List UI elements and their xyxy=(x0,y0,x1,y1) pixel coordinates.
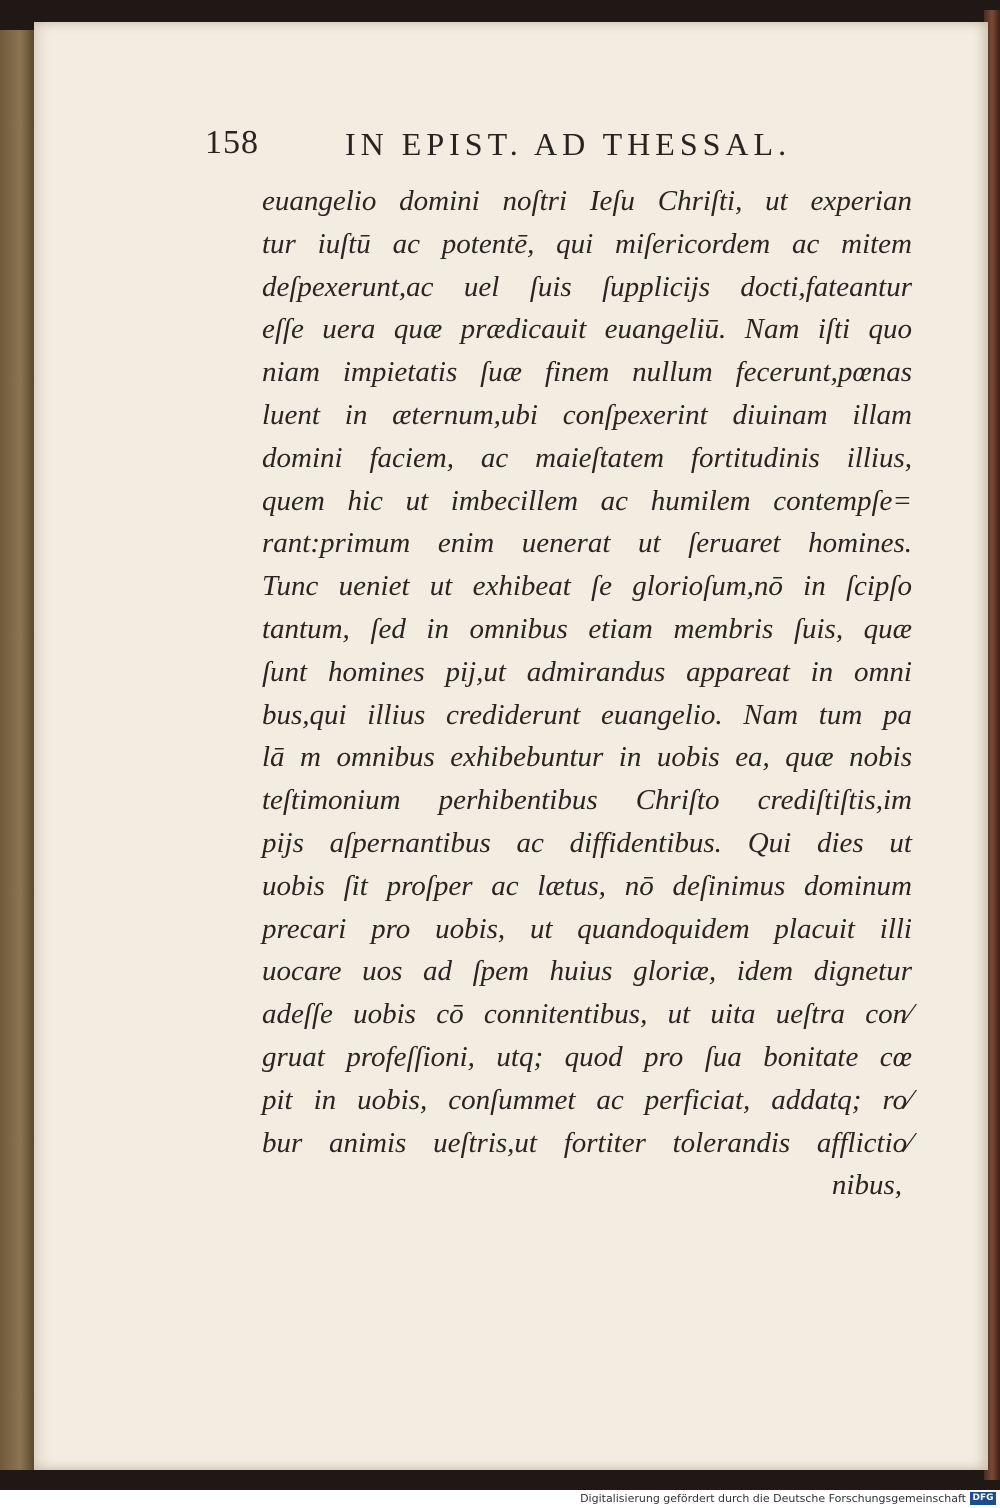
text-line: teſtimonium perhibentibus Chriſto crediſtiſtis,im xyxy=(262,784,912,817)
catchword: nibus, xyxy=(831,1169,902,1202)
page-header xyxy=(205,124,925,168)
dfg-logo: DFG xyxy=(970,1492,996,1505)
text-block xyxy=(262,180,912,1207)
text-line: bus,qui illius crediderunt euangelio. Nam tum pa xyxy=(262,698,912,731)
text-line: eſſe uera quæ prædicauit euangeliū. Nam iſti quo xyxy=(262,313,912,346)
text-line: pijs aſpernantibus ac diffidentibus. Qui dies ut xyxy=(262,826,912,859)
text-line: luent in æternum,ubi conſpexerint diuinam illam xyxy=(262,398,912,431)
running-title: IN EPIST. AD THESSAL. xyxy=(345,126,792,162)
text-line: rant:primum enim uenerat ut ſeruaret homines. xyxy=(262,527,912,560)
text-line: deſpexerunt,ac uel ſuis ſupplicijs docti,fateantur xyxy=(262,270,912,303)
funding-credit: Digitalisierung gefördert durch die Deutsche Forschungsgemeinschaft xyxy=(580,1492,966,1505)
text-line: adeſſe uobis cō connitentibus, ut uita ueſtra con⁄ xyxy=(262,998,912,1031)
page-number: 158 xyxy=(205,124,259,161)
text-line: domini faciem, ac maieſtatem fortitudinis illius, xyxy=(262,441,912,474)
book-cover-edge-left xyxy=(0,30,34,1470)
text-line: precari pro uobis, ut quandoquidem placuit illi xyxy=(262,912,912,945)
text-line: ſunt homines pij,ut admirandus appareat in omni xyxy=(262,655,912,688)
text-line: niam impietatis ſuæ finem nullum fecerunt,pœnas xyxy=(262,356,912,389)
text-line: gruat profeſſioni, utq; quod pro ſua bonitate cœ xyxy=(262,1040,912,1073)
text-line: bur animis ueſtris,ut fortiter tolerandis afflictio⁄ xyxy=(262,1126,912,1159)
text-line: pit in uobis, conſummet ac perficiat, addatq; ro⁄ xyxy=(262,1083,912,1116)
text-line: uobis ſit proſper ac lætus, nō deſinimus dominum xyxy=(262,869,912,902)
digitization-footer xyxy=(0,1490,1000,1508)
text-line: uocare uos ad ſpem huius gloriæ, idem dignetur xyxy=(262,955,912,988)
text-line: tantum, ſed in omnibus etiam membris ſuis, quæ xyxy=(262,612,912,645)
text-line: Tunc ueniet ut exhibeat ſe glorioſum,nō in ſcipſo xyxy=(262,570,912,603)
text-line: lā m omnibus exhibebuntur in uobis ea, quæ nobis xyxy=(262,741,912,774)
text-line: euangelio domini noſtri Ieſu Chriſti, ut experian xyxy=(262,185,912,217)
text-line: quem hic ut imbecillem ac humilem contempſe= xyxy=(262,484,912,517)
text-line: tur iuſtū ac potentē, qui miſericordem ac mitem xyxy=(262,227,912,260)
